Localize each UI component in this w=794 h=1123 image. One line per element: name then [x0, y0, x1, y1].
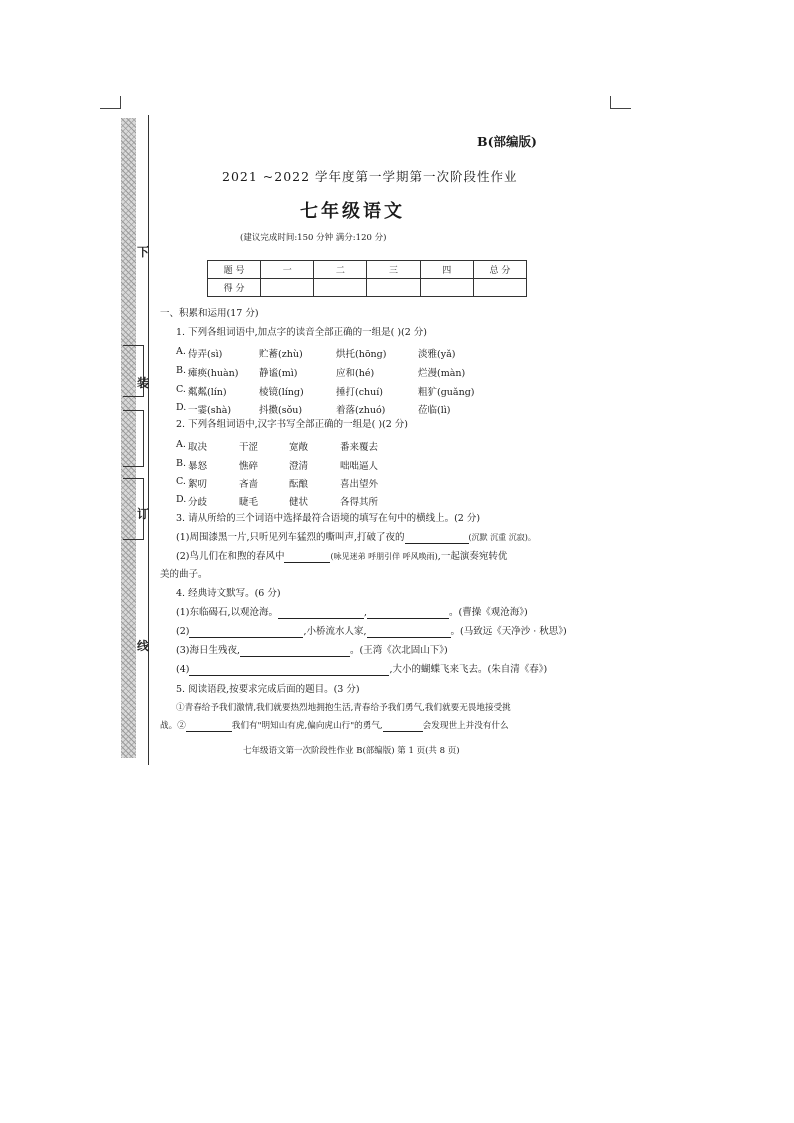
q3-line-1-text: (1)周围漆黑一片,只听见列车猛烈的嘶叫声,打破了夜的	[176, 532, 405, 543]
question-5-stem: 5. 阅读语段,按要求完成后面的题目。(3 分)	[176, 684, 360, 695]
q1-option-word: 烂漫(màn)	[418, 368, 466, 379]
binding-char-xia: 下	[137, 245, 150, 259]
q1-option-word: 侍弄(sì)	[188, 349, 223, 360]
q5-line-2	[160, 722, 509, 732]
q4-line-3b: 。(王湾《次北固山下》)	[349, 645, 448, 656]
blank-line[interactable]	[189, 665, 389, 676]
score-input-cell[interactable]	[261, 279, 314, 297]
q1-option-word: 粼粼(lín)	[188, 387, 227, 398]
blank-line[interactable]	[189, 627, 303, 638]
q3-line-2-text: (2)鸟儿们在和煦的春风中	[176, 551, 285, 562]
q5-line-2b: 我们有"明知山有虎,偏向虎山行"的勇气,	[231, 721, 383, 731]
q5-line-2c: 会发现世上并没有什么	[422, 721, 509, 731]
question-1-stem: 1. 下列各组词语中,加点字的读音全部正确的一组是( )(2 分)	[176, 327, 428, 338]
binding-bracket	[123, 410, 144, 467]
q1-option-word: 捶打(chuí)	[336, 387, 384, 398]
q1-option-word: 烘托(hōng)	[336, 349, 387, 360]
q3-line-1-choices: (沉默 沉重 沉寂)。	[468, 533, 536, 542]
q3-line-3: 美的曲子。	[160, 569, 208, 580]
q2-option-word: 酝酿	[289, 479, 309, 490]
q1-option-word: 贮蓄(zhù)	[259, 349, 303, 360]
q2-option-label: C.	[176, 476, 186, 487]
q3-line-2-end: ,一起演奏宛转优	[437, 551, 508, 562]
q1-option-word: 粗犷(guǎng)	[418, 387, 475, 398]
q1-option-word: 莅临(lì)	[418, 405, 451, 416]
q4-line-1: (1)东临碣石,以观沧海。 , 。(曹操《观沧海》)	[176, 607, 528, 618]
q5-line-1: ①青春给予我们激情,我们就要热烈地拥抱生活,青春给予我们勇气,我们就要无畏地接受挑	[176, 703, 511, 713]
q1-option-word: 淡雅(yǎ)	[418, 349, 456, 360]
q2-option-word: 暴怒	[188, 461, 208, 472]
q4-line-1a: (1)东临碣石,以观沧海。	[176, 607, 278, 618]
blank-line[interactable]	[405, 533, 469, 544]
q1-option-word: 瘫痪(huàn)	[188, 368, 239, 379]
q4-line-4a: (4)	[176, 664, 190, 675]
q4-line-3	[176, 646, 448, 657]
q3-line-2-choices: (咏见迷弟 呼朋引伴 呼风唤雨)	[330, 552, 438, 561]
score-input-cell[interactable]	[314, 279, 367, 297]
page-footer: 七年级语文第一次阶段性作业 B(部编版) 第 1 页(共 8 页)	[243, 746, 460, 756]
subject-title: 七年级语文	[300, 201, 405, 222]
q4-line-2c: 。(马致远《天净沙 · 秋思》)	[450, 626, 567, 637]
section-title: 一、积累和运用(17 分)	[160, 308, 259, 319]
q4-line-1b: 。(曹操《观沧海》)	[449, 607, 528, 618]
q1-option-word: 抖擞(sǒu)	[259, 405, 303, 416]
binding-char-xian: 线	[137, 639, 150, 653]
q4-line-4b: ,大小的蝴蝶飞来飞去。(朱自清《春》)	[389, 664, 548, 675]
score-input-cell[interactable]	[367, 279, 420, 297]
exam-title: 2021 ~2022 学年度第一学期第一次阶段性作业	[222, 169, 518, 184]
q2-option-word: 分歧	[188, 497, 208, 508]
q1-option-word: 应和(hé)	[336, 368, 375, 379]
blank-line[interactable]	[367, 627, 451, 638]
q2-option-word: 番来覆去	[340, 442, 379, 453]
time-note: (建议完成时间:150 分钟 满分:120 分)	[240, 233, 387, 243]
q2-option-word: 咄咄逼人	[340, 461, 379, 472]
blank-line[interactable]	[367, 608, 449, 619]
question-2-stem: 2. 下列各组词语中,汉字书写全部正确的一组是( )(2 分)	[176, 419, 409, 430]
blank-line[interactable]	[278, 608, 364, 619]
q4-line-2	[176, 627, 567, 638]
q3-line-1	[176, 533, 536, 544]
binding-char-zhuang: 装	[137, 376, 150, 390]
q1-option-label: C.	[176, 384, 186, 395]
score-input-cell[interactable]	[420, 279, 473, 297]
q4-line-2b: ,小桥流水人家,	[303, 626, 367, 637]
q2-option-word: 干涩	[239, 442, 259, 453]
score-cell: 总 分	[473, 261, 526, 279]
q2-option-label: A.	[176, 439, 186, 450]
score-cell: 得 分	[208, 279, 261, 297]
score-table	[207, 260, 527, 297]
q1-option-label: D.	[176, 402, 187, 413]
score-cell: 四	[420, 261, 473, 279]
q2-option-word: 健状	[289, 497, 309, 508]
q3-line-2	[176, 552, 507, 563]
crop-mark-top-left	[100, 96, 121, 109]
q1-option-word: 一霎(shà)	[188, 405, 232, 416]
blank-line[interactable]	[240, 646, 350, 657]
q1-option-label: A.	[176, 346, 186, 357]
score-cell: 三	[367, 261, 420, 279]
q4-line-2a: (2)	[176, 626, 190, 637]
score-table-header-row	[208, 261, 527, 279]
blank-line[interactable]	[186, 722, 232, 732]
q4-line-3a: (3)海日生残夜,	[176, 645, 240, 656]
q2-option-word: 吝啬	[239, 479, 259, 490]
question-3-stem: 3. 请从所给的三个词语中选择最符合语境的填写在句中的横线上。(2 分)	[176, 513, 481, 524]
q1-option-word: 着落(zhuó)	[336, 405, 386, 416]
q4-line-4	[176, 665, 547, 676]
q5-line-2a: 战。②	[160, 721, 186, 731]
score-table-score-row	[208, 279, 527, 297]
score-cell: 题 号	[208, 261, 261, 279]
crop-mark-top-right	[610, 96, 631, 109]
q2-option-label: B.	[176, 458, 187, 469]
q1-option-word: 静谧(mì)	[259, 368, 298, 379]
q2-option-label: D.	[176, 494, 187, 505]
score-cell: 一	[261, 261, 314, 279]
q2-option-word: 取决	[188, 442, 208, 453]
q1-option-word: 棱镜(líng)	[259, 387, 304, 398]
q2-option-word: 喜出望外	[340, 479, 379, 490]
blank-line[interactable]	[383, 722, 423, 732]
score-cell: 二	[314, 261, 367, 279]
q2-option-word: 各得其所	[340, 497, 379, 508]
q1-option-label: B.	[176, 365, 187, 376]
blank-line[interactable]	[284, 552, 330, 563]
q2-option-word: 澄清	[289, 461, 309, 472]
q2-option-word: 憔碎	[239, 461, 259, 472]
binding-line	[148, 115, 149, 765]
score-input-cell[interactable]	[473, 279, 526, 297]
q2-option-word: 宽敞	[289, 442, 309, 453]
edition-label: B(部编版)	[477, 134, 537, 149]
binding-char-ding: 订	[137, 507, 150, 521]
q2-option-word: 絮叨	[188, 479, 208, 490]
question-4-stem: 4. 经典诗文默写。(6 分)	[176, 588, 281, 599]
q2-option-word: 睫毛	[239, 497, 259, 508]
